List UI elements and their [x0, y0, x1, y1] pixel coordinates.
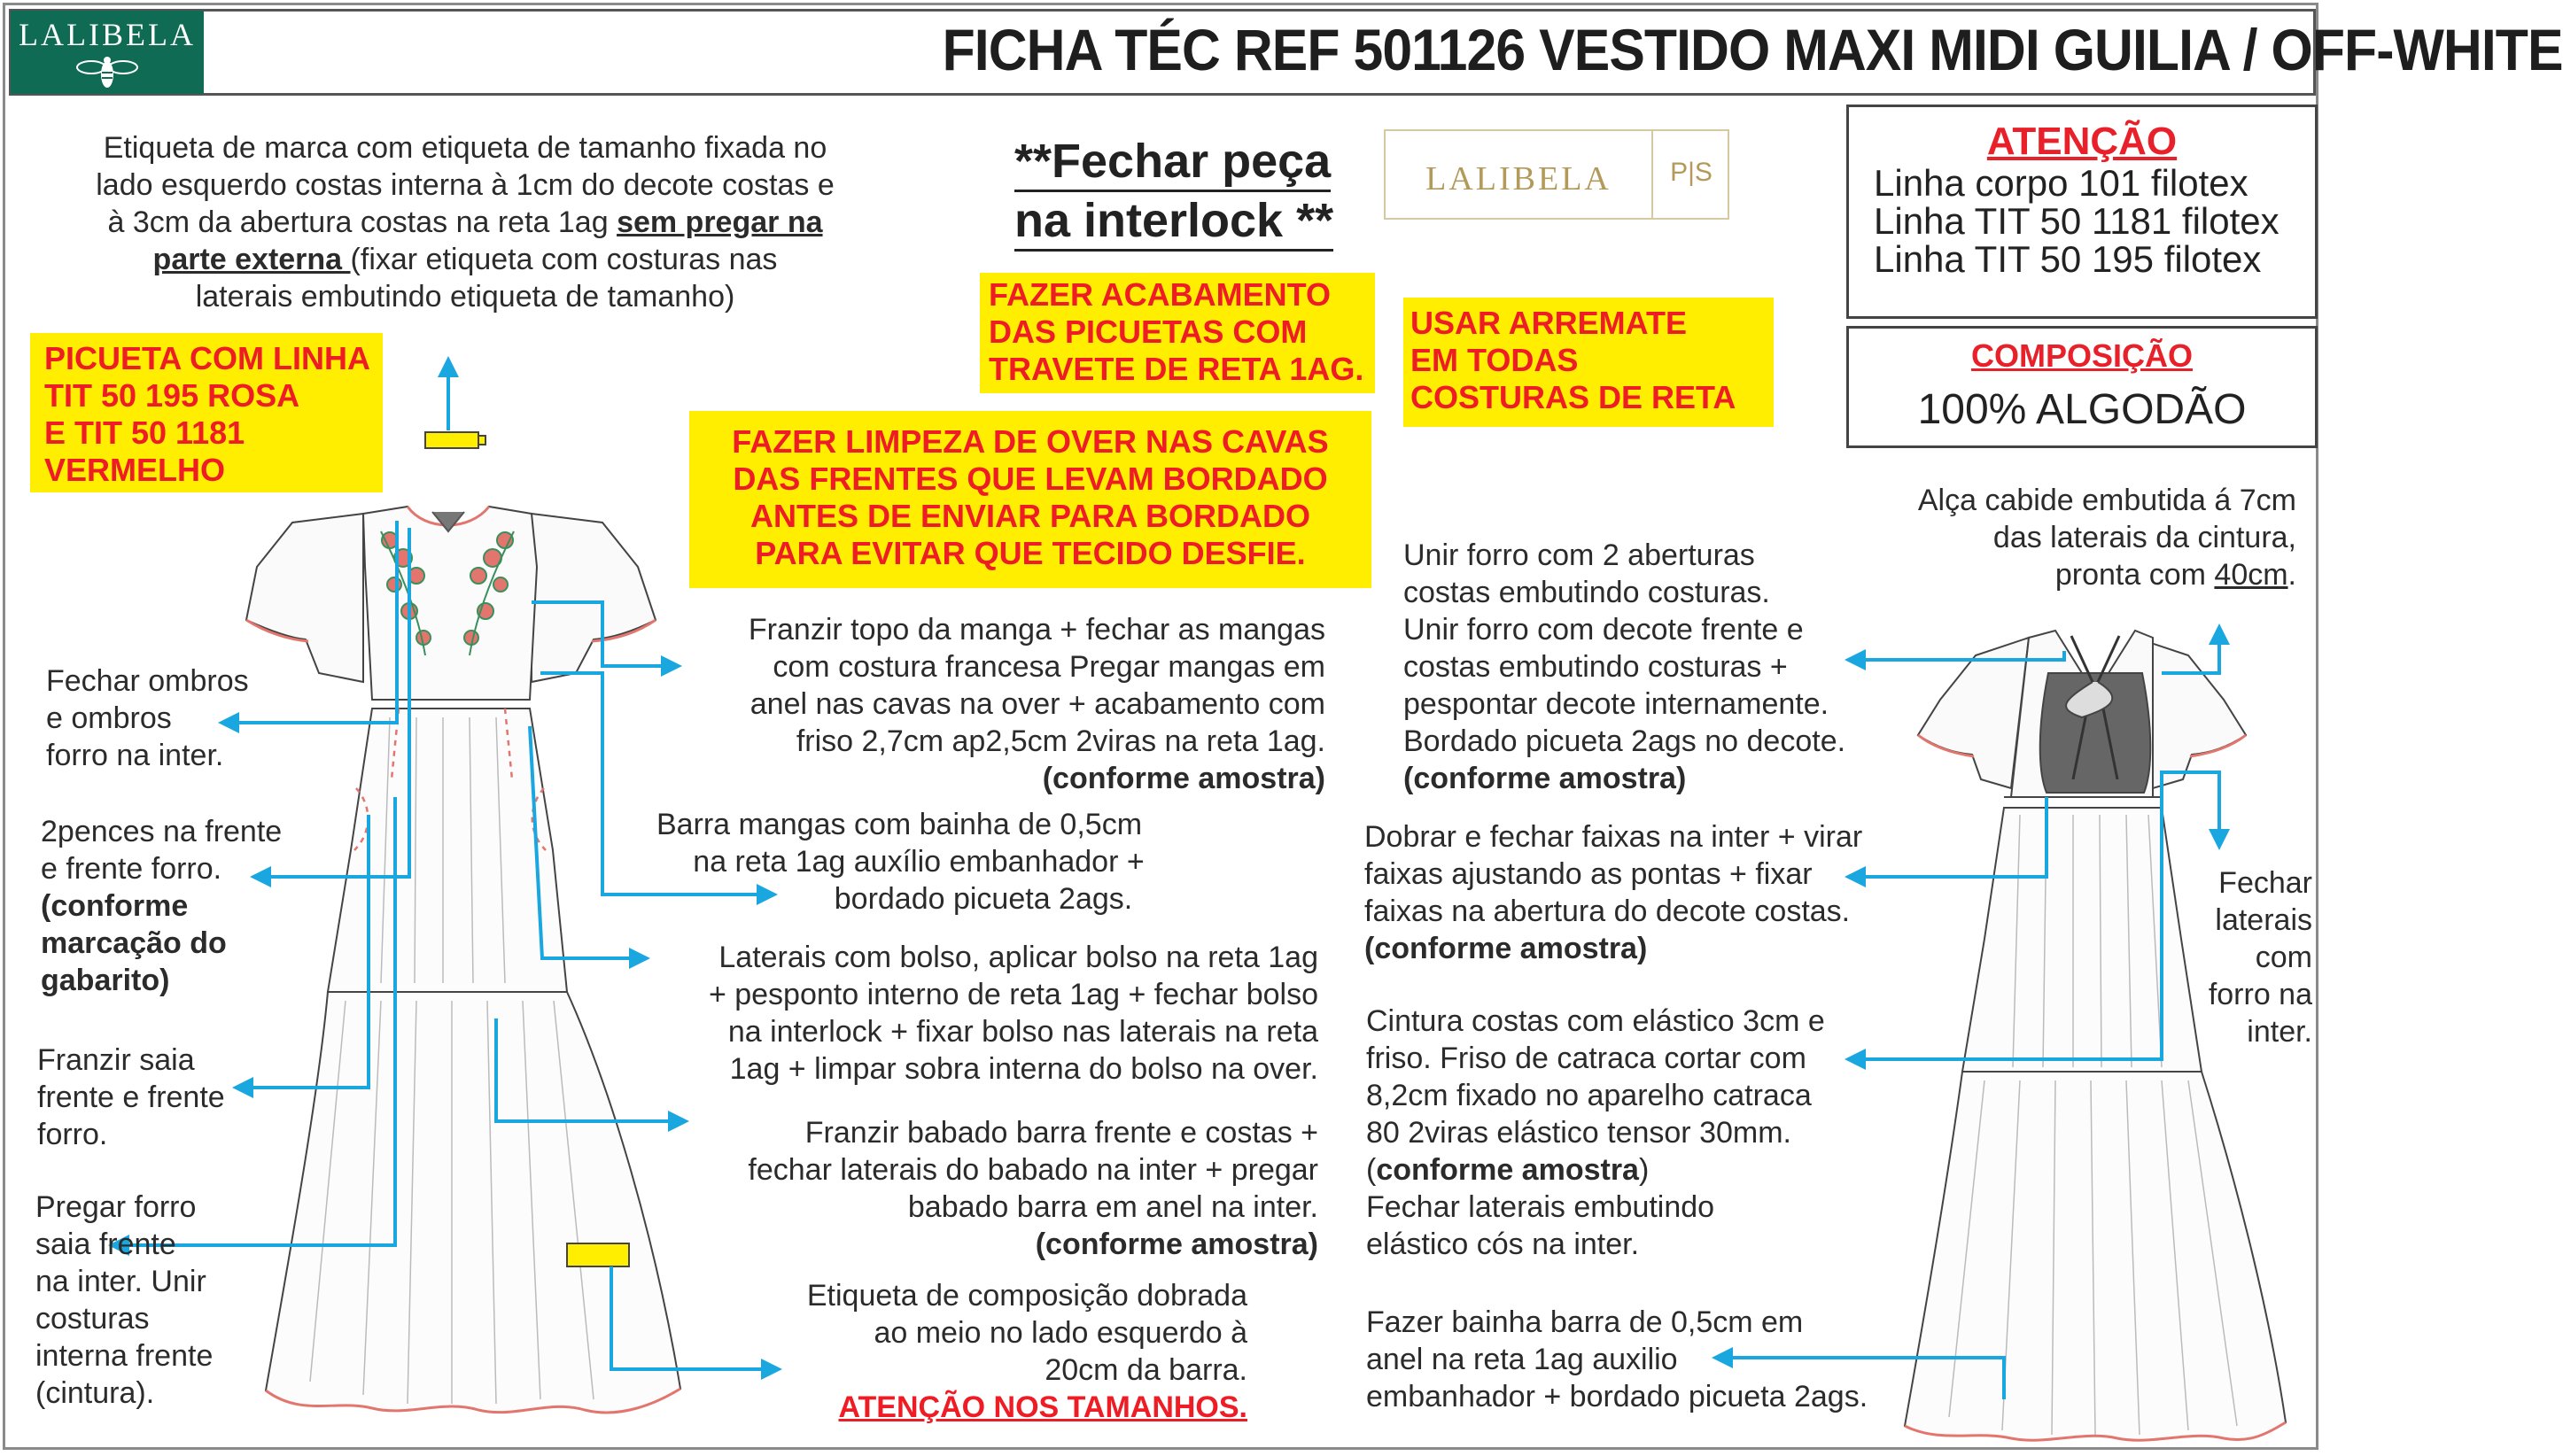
note-fechar-ombros: Fechar ombros e ombros forro na inter. — [46, 664, 249, 772]
brand-label-mark — [425, 432, 478, 448]
note-cintura: Cintura costas com elástico 3cm e friso. Friso de catraca cortar com 8,2cm fixado no aparelho catraca 80 2viras elástico tensor 30mm. (conforme amostra) Fechar laterais embutindo elástico cós na inter. — [1366, 1004, 1825, 1261]
note-line: à 3cm da abertura costas na reta 1ag sem pregar na — [107, 205, 823, 239]
limpeza-note: FAZER LIMPEZA DE OVER NAS CAVAS DAS FRENTES QUE LEVAM BORDADO ANTES DE ENVIAR PARA BORDADO PARA EVITAR QUE TECIDO DESFIE. — [689, 411, 1371, 588]
arremate-note: USAR ARREMATE EM TODAS COSTURAS DE RETA — [1403, 298, 1774, 427]
note-fechar-laterais: Fechar laterais com forro na inter. — [2208, 866, 2312, 1049]
note-line: Etiqueta de marca com etiqueta de tamanho fixada no — [103, 131, 827, 165]
atencao-line: Linha TIT 50 195 filotex — [1874, 238, 2262, 280]
note-etiqueta-composicao: Etiqueta de composição dobrada ao meio no lado esquerdo à 20cm da barra. ATENÇÃO NOS TAMANHOS. — [806, 1279, 1247, 1424]
note-bainha-barra: Fazer bainha barra de 0,5cm em anel na reta 1ag auxilio embanhador + bordado picueta 2ags. — [1366, 1305, 1868, 1413]
note-pregar-forro: Pregar forro saia frente na inter. Unir costuras interna frente (cintura). — [35, 1190, 214, 1410]
note-babado: Franzir babado barra frente e costas + fechar laterais do babado na inter + pregar babado barra em anel na inter. (conforme amostra) — [748, 1116, 1318, 1261]
atencao-title: ATENÇÃO — [1986, 120, 2178, 163]
note-franzir-saia: Franzir saia frente e frente forro. — [37, 1043, 225, 1151]
label-brand-text: LALIBELA — [1425, 160, 1612, 197]
note-franzir-manga: Franzir topo da manga + fechar as mangas com costura francesa Pregar mangas em anel nas cavas na over + acabamento com friso 2,7cm ap2,5cm 2viras na reta 1ag. (conforme amostra) — [748, 613, 1325, 795]
label-size-tag: P|S — [1670, 158, 1713, 187]
right-sleeve — [532, 514, 656, 682]
acabamento-note: FAZER ACABAMENTO DAS PICUETAS COM TRAVETE DE RETA 1AG. — [980, 273, 1375, 393]
composition-label-mark — [567, 1243, 629, 1266]
note-barra-mangas: Barra mangas com bainha de 0,5cm na reta 1ag auxílio embanhador + bordado picueta 2ags. — [656, 808, 1145, 916]
atencao-line: Linha TIT 50 1181 filotex — [1874, 200, 2280, 242]
note-line: lado esquerdo costas interna à 1cm do decote costas e — [96, 168, 835, 202]
composicao-value: 100% ALGODÃO — [1917, 386, 2247, 433]
left-sleeve — [246, 514, 363, 682]
note-unir-forro: Unir forro com 2 aberturas costas embutindo costuras. Unir forro com decote frente e costas embutindo costuras + pespontar decote internamente. Bordado picueta 2ags no decote. (conforme amostra) — [1403, 538, 1846, 795]
note-dobrar-faixas: Dobrar e fechar faixas na inter + virar faixas ajustando as pontas + fixar faixas na abertura do decote costas. (conforme amostra) — [1364, 820, 1863, 965]
picueta-note: PICUETA COM LINHA TIT 50 195 ROSA E TIT 50 1181 VERMELHO — [30, 333, 383, 492]
page-title: FICHA TÉC REF 501126 VESTIDO MAXI MIDI GUILIA / OFF-WHITE — [942, 17, 2563, 82]
note-fechar-peca: **Fechar peça na interlock ** — [1014, 133, 1333, 252]
atencao-line: Linha corpo 101 filotex — [1874, 162, 2248, 204]
note-pences: 2pences na frente e frente forro. (conforme marcação do gabarito) — [41, 815, 283, 997]
brand-name: LALIBELA — [19, 17, 196, 52]
note-line: parte externa (fixar etiqueta com costuras nas — [152, 243, 778, 276]
note-laterais-bolso: Laterais com bolso, aplicar bolso na reta 1ag + pesponto interno de reta 1ag + fechar bolso na interlock + fixar bolso nas laterais na reta 1ag + limpar sobra interna do bolso na over. — [708, 941, 1318, 1086]
note-alca-cabide: Alça cabide embutida á 7cm das laterais da cintura, pronta com 40cm. — [1917, 484, 2296, 592]
skirt-ruffle — [266, 992, 680, 1413]
note-line: laterais embutindo etiqueta de tamanho) — [195, 280, 735, 314]
composicao-title: COMPOSIÇÃO — [1970, 337, 2193, 374]
